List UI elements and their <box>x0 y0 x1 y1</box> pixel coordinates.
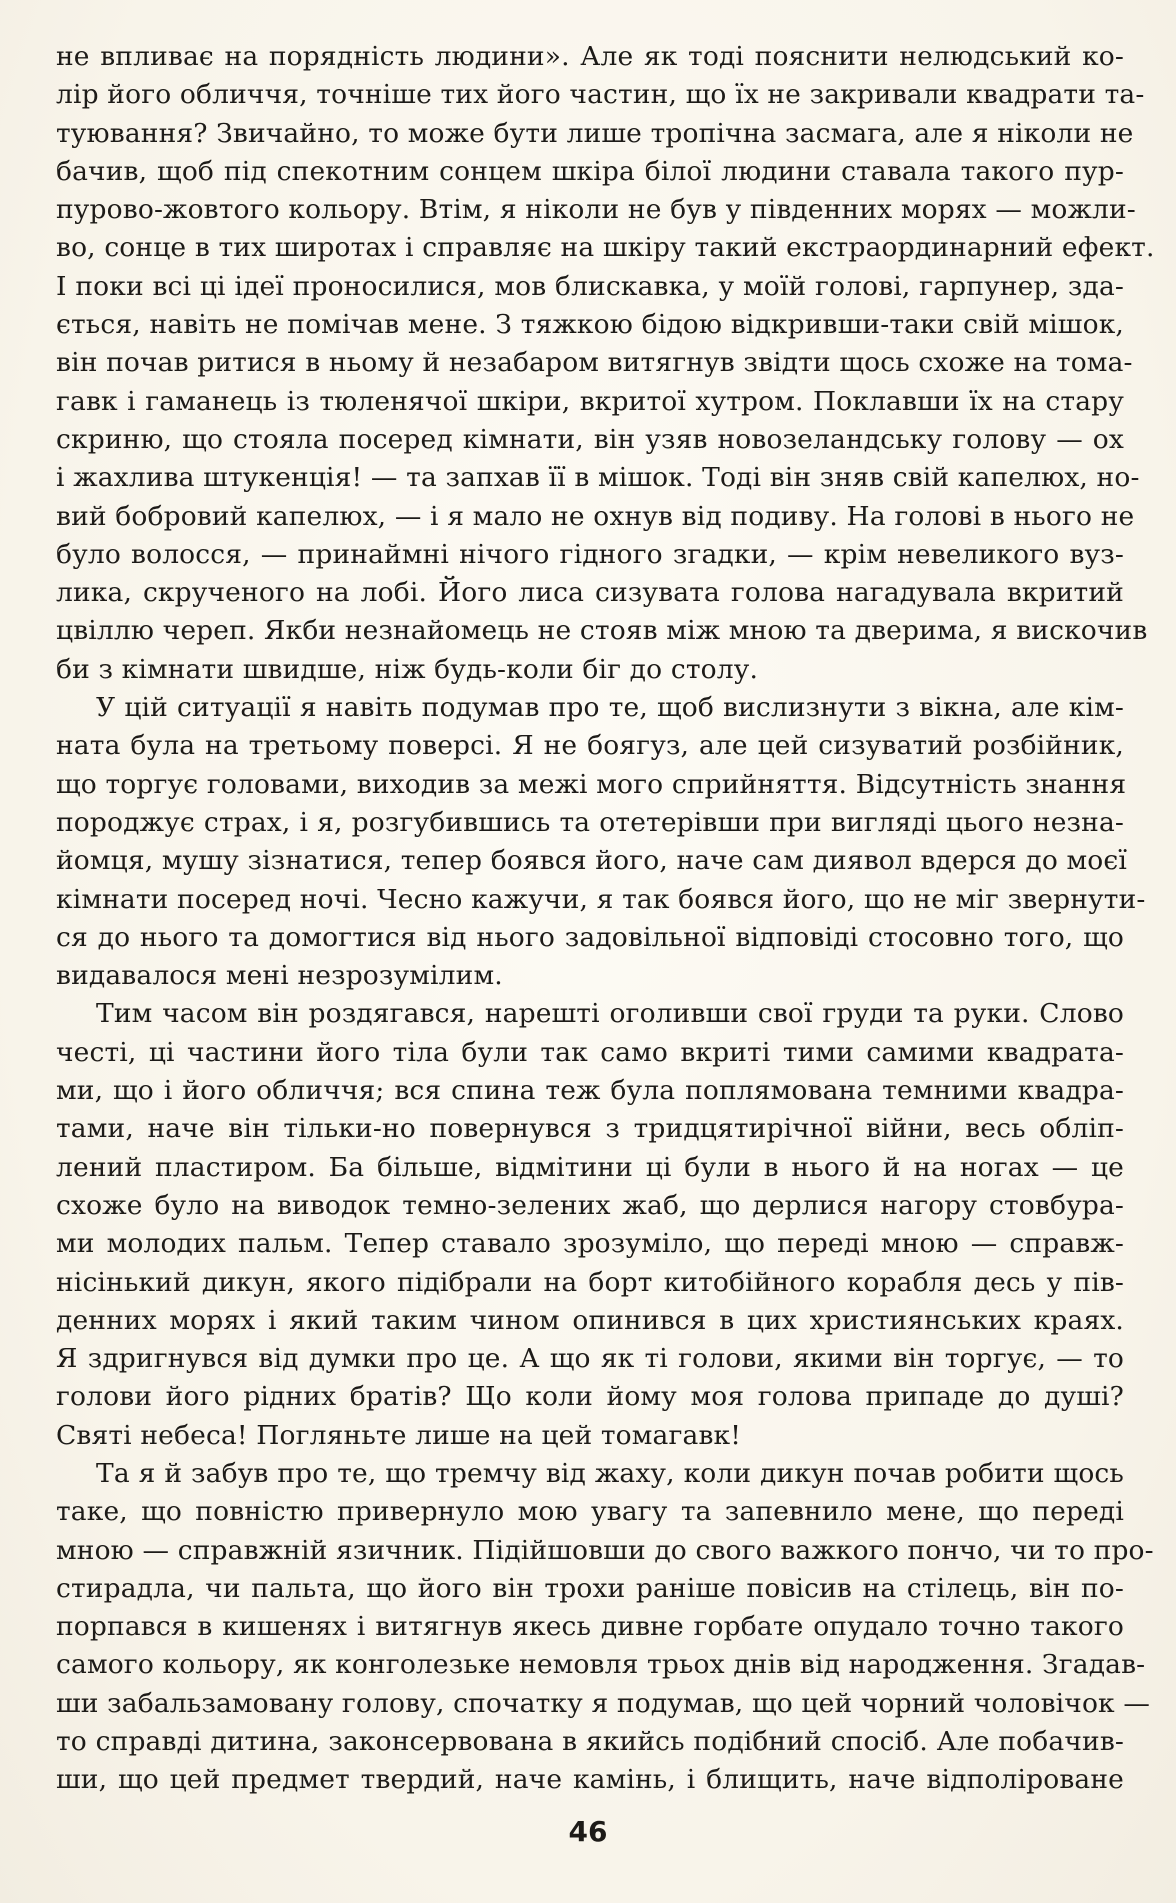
text-line: скриню, що стояла посеред кімнати, він узяв новозеландську голову — ох <box>56 423 1124 455</box>
text-line: І поки всі ці ідеї проносилися, мов блискавка, у моїй голові, гарпунер, зда- <box>56 270 1124 302</box>
text-line: во, сонце в тих широтах і справляє на шкіру такий екстраординарний ефект. <box>56 232 1155 264</box>
page-number: 46 <box>568 1815 608 1848</box>
text-line: ється, навіть не помічав мене. З тяжкою бідою відкривши-таки свій мішок, <box>56 309 1124 341</box>
text-line: нісінький дикун, якого підібрали на борт китобійного корабля десь у пів- <box>56 1266 1124 1298</box>
text-line: йомця, мушу зізнатися, тепер боявся його, наче сам диявол вдерся до моєї <box>56 845 1128 877</box>
text-line: ми молодих пальм. Тепер ставало зрозуміло, що переді мною — справж- <box>56 1228 1124 1260</box>
text-line: і жахлива штукенція! — та запхав її в мішок. Тоді він зняв свій капелюх, но- <box>56 462 1140 494</box>
text-line: ши, що цей предмет твердий, наче камінь, і блищить, наче відполіроване <box>56 1764 1124 1796</box>
text-line: Я здригнувся від думки про це. А що як ті голови, якими він торгує, — то <box>56 1343 1124 1375</box>
text-line: вий бобровий капелюх, — і я мало не охнув від подиву. На голові в нього не <box>56 500 1135 532</box>
text-line: пурово-жовтого кольору. Втім, я ніколи не був у південних морях — можли- <box>56 194 1136 226</box>
text-line: кімнати посеред ночі. Чесно кажучи, я так боявся його, що не міг звернути- <box>56 883 1146 915</box>
text-line: таке, що повністю привернуло мою увагу та запевнило мене, що переді <box>56 1496 1124 1528</box>
text-line: туювання? Звичайно, то може бути лише тропічна засмага, але я ніколи не <box>56 117 1134 149</box>
text-line: ши забальзамовану голову, спочатку я подумав, що цей чорний чоловічок — <box>56 1687 1150 1719</box>
text-line: бачив, щоб під спекотним сонцем шкіра білої людини ставала такого пур- <box>56 155 1124 187</box>
text-line: денних морях і який таким чином опинився в цих християнських краях. <box>56 1304 1124 1336</box>
text-line: Та я й забув про те, що тремчу від жаху, коли дикун почав робити щось <box>96 1457 1124 1489</box>
text-line: схоже було на виводок темно-зелених жаб, що дерлися нагору стовбура- <box>56 1189 1124 1221</box>
text-line: видавалося мені незрозумілим. <box>56 960 503 992</box>
text-line: то справді дитина, законсервована в якийсь подібний спосіб. Але побачив- <box>56 1726 1124 1758</box>
text-line: Святі небеса! Погляньте лише на цей томагавк! <box>56 1419 742 1451</box>
text-line: ся до нього та домогтися від нього задовільної відповіді стосовно того, що <box>56 921 1124 953</box>
text-line: лений пластиром. Ба більше, відмітини ці були в нього й на ногах — це <box>56 1151 1124 1183</box>
text-line: ми, що і його обличчя; вся спина теж була поплямована темними квадра- <box>56 1075 1124 1107</box>
paragraph <box>56 38 1155 689</box>
text-line: лика, скрученого на лобі. Його лиса сизувата голова нагадувала вкритий <box>56 577 1124 609</box>
text-line: би з кімнати швидше, ніж будь-коли біг до столу. <box>56 653 759 685</box>
text-line: У цій ситуації я навіть подумав про те, щоб вислизнути з вікна, але кім- <box>96 692 1124 724</box>
text-line: Тим часом він роздягався, нарешті оголивши свої груди та руки. Слово <box>96 998 1124 1030</box>
text-line: цвіллю череп. Якби незнайомець не стояв між мною та дверима, я вискочив <box>56 615 1148 647</box>
text-line: породжує страх, і я, розгубившись та отетерівши при вигляді цього незна- <box>56 806 1124 838</box>
text-line: лір його обличчя, точніше тих його частин, що їх не закривали квадрати та- <box>56 79 1145 111</box>
text-line: не впливає на порядність людини». Але як тоді пояснити нелюдський ко- <box>56 41 1124 72</box>
text-line: голови його рідних братів? Що коли йому моя голова припаде до душі? <box>56 1381 1124 1413</box>
paragraph <box>56 689 1146 995</box>
text-line: стирадла, чи пальта, що його він трохи раніше повісив на стілець, він по- <box>56 1572 1124 1604</box>
paragraph <box>56 1455 1154 1800</box>
text-line: честі, ці частини його тіла були так само вкриті тими самими квадрата- <box>56 1036 1124 1068</box>
text-line: було волосся, — принаймні нічого гідного згадки, — крім невеликого вуз- <box>56 538 1124 570</box>
text-line: самого кольору, як конголезьке немовля трьох днів від народження. Згадав- <box>56 1649 1146 1681</box>
text-line: тами, наче він тільки-но повернувся з тридцятирічної війни, весь обліп- <box>56 1113 1124 1145</box>
text-line: порпався в кишенях і витягнув якесь дивне горбате опудало точно такого <box>56 1611 1124 1643</box>
text-line: що торгує головами, виходив за межі мого сприйняття. Відсутність знання <box>56 768 1127 800</box>
body-text <box>56 38 1155 1800</box>
text-line: ната була на третьому поверсі. Я не боягуз, але цей сизуватий розбійник, <box>56 730 1124 762</box>
text-line: гавк і гаманець із тюленячої шкіри, вкритої хутром. Поклавши їх на стару <box>56 385 1124 417</box>
paragraph <box>56 995 1124 1455</box>
text-line: він почав ритися в ньому й незабаром витягнув звідти щось схоже на тома- <box>56 347 1133 379</box>
text-line: мною — справжній язичник. Підійшовши до свого важкого пончо, чи то про- <box>56 1534 1154 1566</box>
